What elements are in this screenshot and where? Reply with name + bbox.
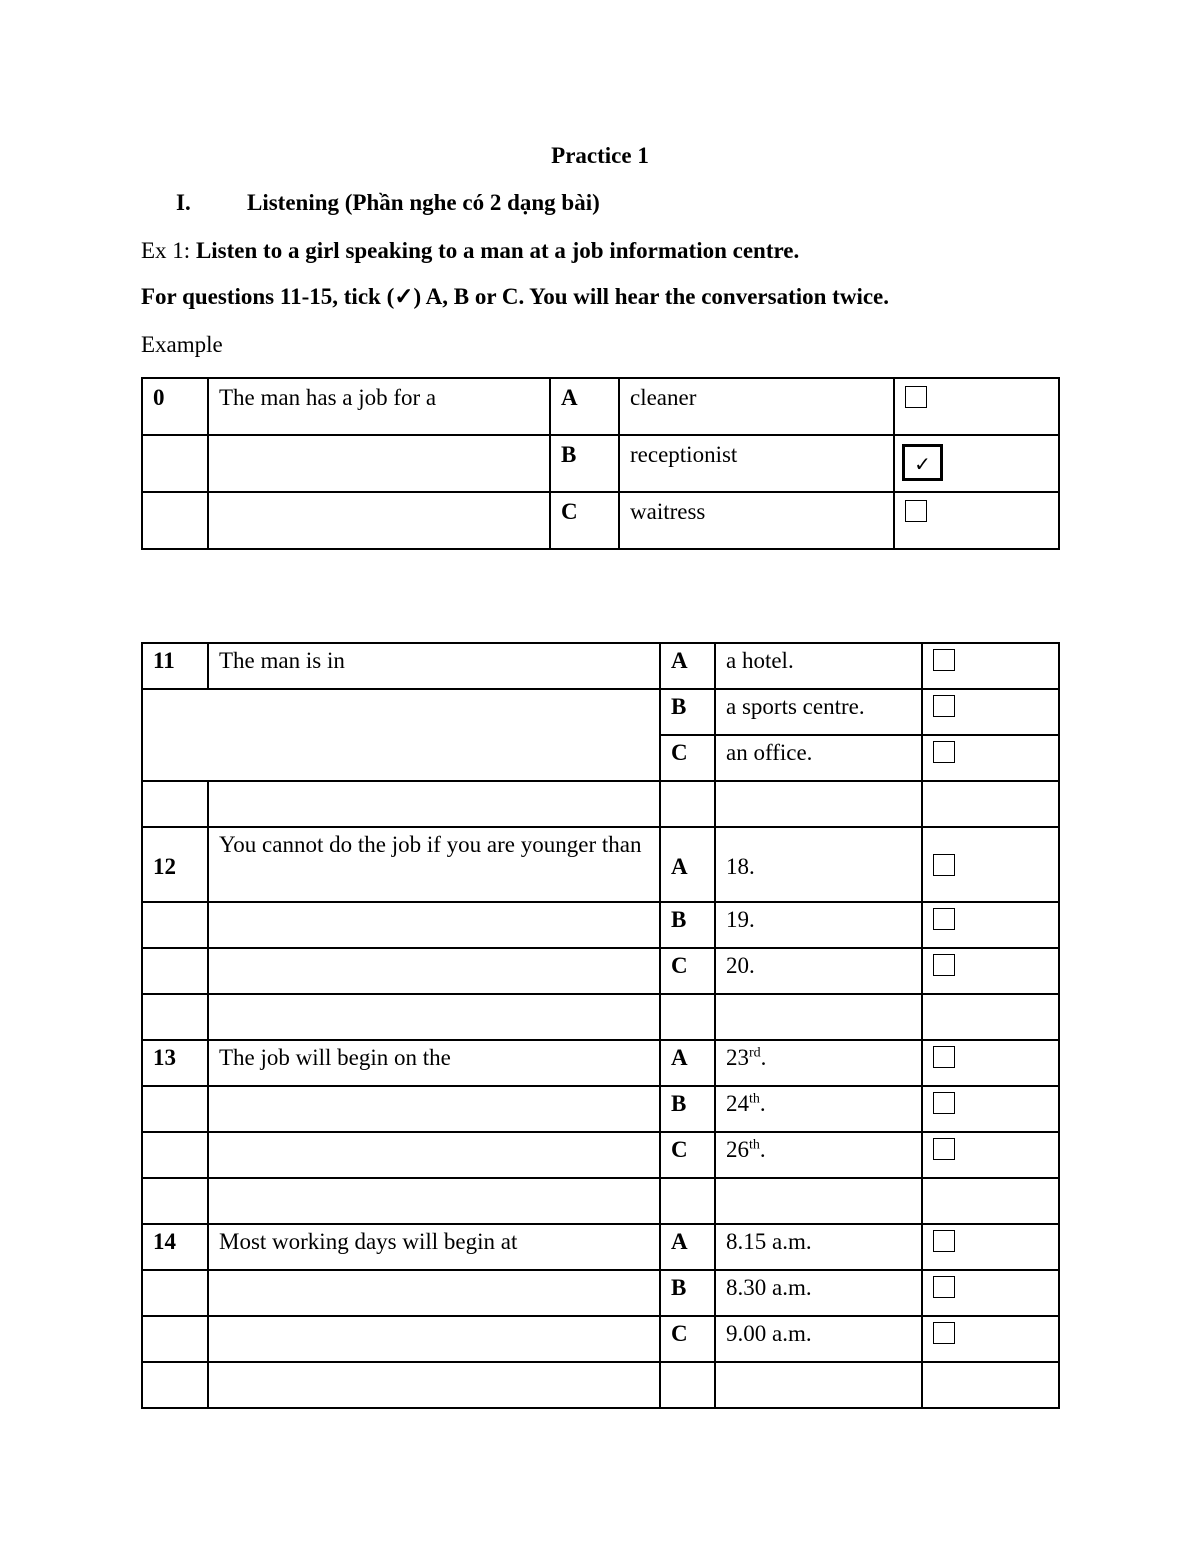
question-text: The man is in xyxy=(208,643,660,689)
option-letter: A xyxy=(660,1040,715,1086)
exercise-label: Ex 1: xyxy=(141,238,196,263)
option-text: waitress xyxy=(619,492,894,549)
option-letter: B xyxy=(660,1270,715,1316)
option-letter: B xyxy=(660,1086,715,1132)
checkbox-cell xyxy=(922,827,1059,902)
option-text: an office. xyxy=(715,735,922,781)
example-question: The man has a job for a xyxy=(208,378,550,435)
option-text: cleaner xyxy=(619,378,894,435)
question-number: 13 xyxy=(142,1040,208,1086)
section-title: Listening (Phần nghe có 2 dạng bài) xyxy=(247,190,600,215)
checkbox-cell xyxy=(922,1086,1059,1132)
answer-checkbox[interactable] xyxy=(933,1046,955,1068)
check-mark-icon: ✓ xyxy=(914,452,931,476)
answer-checkbox[interactable] xyxy=(933,1230,955,1252)
example-row-b xyxy=(142,435,1059,492)
option-letter: C xyxy=(550,492,619,549)
option-text: 8.30 a.m. xyxy=(715,1270,922,1316)
question-12-row-c xyxy=(142,948,1059,994)
answer-checkbox[interactable] xyxy=(933,854,955,876)
option-letter: A xyxy=(660,1224,715,1270)
option-text: receptionist xyxy=(619,435,894,492)
example-table xyxy=(141,377,1060,550)
option-text: a hotel. xyxy=(715,643,922,689)
option-letter: C xyxy=(660,735,715,781)
question-number: 12 xyxy=(142,827,208,902)
section-number: I. xyxy=(176,190,191,215)
option-letter: B xyxy=(660,689,715,735)
question-13-row-b xyxy=(142,1086,1059,1132)
checkbox-cell xyxy=(922,1270,1059,1316)
option-letter: C xyxy=(660,1132,715,1178)
checkbox-cell xyxy=(922,1316,1059,1362)
answer-checkbox[interactable] xyxy=(933,649,955,671)
exercise-prompt xyxy=(141,238,799,264)
question-14-row-a xyxy=(142,1224,1059,1270)
question-text: Most working days will begin at xyxy=(208,1224,660,1270)
option-text: 19. xyxy=(715,902,922,948)
option-letter: A xyxy=(660,643,715,689)
answer-checkbox[interactable] xyxy=(933,1138,955,1160)
option-text: 8.15 a.m. xyxy=(715,1224,922,1270)
question-12-row-b xyxy=(142,902,1059,948)
option-text: 24th. xyxy=(715,1086,922,1132)
answer-checkbox[interactable] xyxy=(933,1322,955,1344)
option-letter: A xyxy=(660,827,715,902)
page-title: Practice 1 xyxy=(551,143,649,168)
answer-checkbox[interactable] xyxy=(933,908,955,930)
spacer-row xyxy=(142,994,1059,1040)
exercise-prompt-text: Listen to a girl speaking to a man at a job information centre. xyxy=(195,238,800,263)
option-letter: C xyxy=(660,1316,715,1362)
checkbox-cell xyxy=(922,689,1059,735)
spacer-row xyxy=(142,781,1059,827)
option-text: 18. xyxy=(715,827,922,902)
option-letter: B xyxy=(660,902,715,948)
option-text: 23rd. xyxy=(715,1040,922,1086)
option-letter: B xyxy=(550,435,619,492)
question-11-row-b xyxy=(142,689,1059,735)
question-11-row-a xyxy=(142,643,1059,689)
checkbox-cell xyxy=(922,1040,1059,1086)
option-text: 26th. xyxy=(715,1132,922,1178)
checkbox-cell xyxy=(922,735,1059,781)
example-row-a xyxy=(142,378,1059,435)
question-13-row-a xyxy=(142,1040,1059,1086)
option-letter: A xyxy=(550,378,619,435)
exercise-instruction: For questions 11-15, tick (✓) A, B or C. You will hear the conversation twice. xyxy=(141,284,890,309)
answer-checkbox[interactable] xyxy=(933,954,955,976)
checkbox-cell xyxy=(922,948,1059,994)
spacer-row xyxy=(142,1178,1059,1224)
question-number: 11 xyxy=(142,643,208,689)
example-number: 0 xyxy=(142,378,208,435)
spacer-row xyxy=(142,1362,1059,1408)
questions-table xyxy=(141,642,1060,1409)
question-text: You cannot do the job if you are younger than xyxy=(208,827,660,902)
option-text: 20. xyxy=(715,948,922,994)
answer-checkbox[interactable] xyxy=(933,1276,955,1298)
section-heading xyxy=(176,190,600,216)
question-13-row-c xyxy=(142,1132,1059,1178)
checkbox-cell xyxy=(894,492,1059,549)
question-text: The job will begin on the xyxy=(208,1040,660,1086)
question-number: 14 xyxy=(142,1224,208,1270)
answer-checkbox[interactable] xyxy=(933,695,955,717)
answer-checkbox[interactable] xyxy=(905,500,927,522)
option-text: a sports centre. xyxy=(715,689,922,735)
question-14-row-b xyxy=(142,1270,1059,1316)
checkbox-cell xyxy=(922,1224,1059,1270)
checkbox-cell xyxy=(894,435,1059,492)
option-text: 9.00 a.m. xyxy=(715,1316,922,1362)
option-letter: C xyxy=(660,948,715,994)
example-label: Example xyxy=(141,332,223,357)
answer-checkbox[interactable] xyxy=(905,386,927,408)
checkbox-cell xyxy=(894,378,1059,435)
checkbox-cell xyxy=(922,643,1059,689)
checkbox-cell xyxy=(922,902,1059,948)
answer-checkbox[interactable] xyxy=(933,741,955,763)
checkbox-cell xyxy=(922,1132,1059,1178)
example-row-c xyxy=(142,492,1059,549)
question-12-row-a xyxy=(142,827,1059,902)
answer-checkbox[interactable] xyxy=(933,1092,955,1114)
question-14-row-c xyxy=(142,1316,1059,1362)
answer-checkbox-checked[interactable] xyxy=(902,444,943,481)
